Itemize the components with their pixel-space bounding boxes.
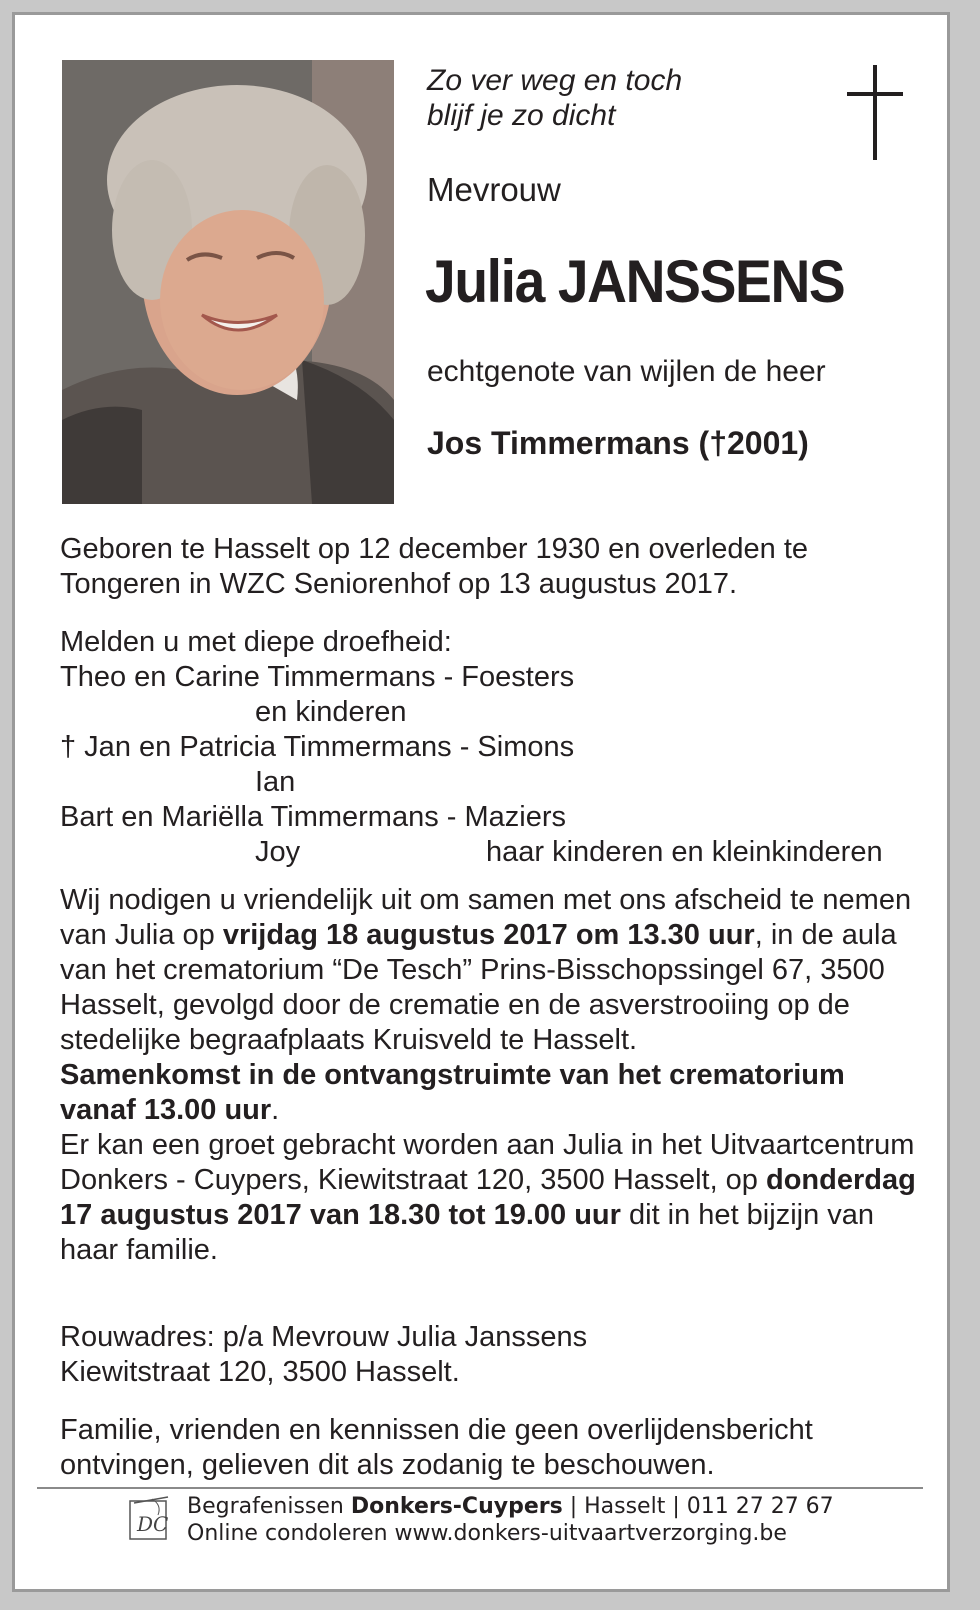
mourning-address: Rouwadres: p/a Mevrouw Julia Janssens Kiewitstraat 120, 3500 Hasselt. [60, 1321, 588, 1388]
ceremony-date: vrijdag 18 augustus 2017 om 13.30 uur [222, 919, 755, 951]
birth-death-sentence: Geboren te Hasselt op 12 december 1930 en overleden te Tongeren in WZC Seniorenhof op 13 augustus 2017. [60, 533, 809, 600]
mourner-family-3: Bart en Mariëlla Timmermans - Maziers [60, 801, 566, 833]
footer-contact: | Hasselt | 011 27 27 67 [562, 1494, 834, 1519]
deceased-name: Julia JANSSENS [425, 248, 845, 315]
obituary-card [12, 12, 950, 1592]
footer-prefix: Begrafenissen [187, 1494, 351, 1519]
funeral-home-name: Donkers-Cuypers [350, 1494, 563, 1519]
cross-icon [845, 65, 905, 165]
birth-death-text [60, 532, 840, 602]
footer-text [187, 1493, 834, 1547]
portrait-photo [62, 60, 394, 504]
mourner-family-1: Theo en Carine Timmermans - Foesters [60, 661, 575, 693]
invite-text-1: Wij nodigen u vriendelijk uit om samen met ons afscheid te nemen van Julia op [60, 884, 912, 951]
footer-line-1 [187, 1493, 834, 1520]
mourner-family-2-kids: Ian [255, 766, 296, 798]
footer-condolence-link[interactable]: Online condoleren www.donkers-uitvaartverzorging.be [187, 1521, 787, 1546]
invite-text-2: , in de aula van het crematorium “De Tesch” Prins-Bisschopssingel 67, 3500 Hasselt, gevolgd door de crematie en de asverstrooiing op de stedelijke begraafplaats Kruisveld te Hasselt. [60, 919, 897, 1056]
mourners-intro: Melden u met diepe droefheid: [60, 626, 452, 658]
portrait-illustration [62, 60, 394, 504]
closing-notice: Familie, vrienden en kennissen die geen overlijdensbericht ontvingen, gelieven dit als zodanig te beschouwen. [60, 1414, 813, 1481]
gathering-period: . [271, 1094, 280, 1126]
gathering-info: Samenkomst in de ontvangstruimte van het crematorium vanaf 13.00 uur [60, 1059, 845, 1126]
invitation-paragraph [60, 883, 920, 1268]
footer-divider [37, 1487, 923, 1489]
invite-text-4: dit in het bijzijn van haar familie. [60, 1199, 875, 1266]
spouse-name: Jos Timmermans (†2001) [427, 425, 809, 461]
grandchildren-line: haar kinderen en kleinkinderen [486, 836, 883, 868]
invite-text-3: Er kan een groet gebracht worden aan Julia in het Uitvaartcentrum Donkers - Cuypers, Kiewitstraat 120, 3500 Hasselt, op [60, 1129, 915, 1196]
spouse-intro: echtgenote van wijlen de heer [427, 355, 826, 388]
mourners-list [60, 625, 920, 870]
mourner-family-1-kids: en kinderen [255, 696, 407, 728]
mourner-family-2: † Jan en Patricia Timmermans - Simons [60, 731, 575, 763]
memorial-quote: Zo ver weg en toch blijf je zo dicht [427, 64, 683, 132]
visitation-date: donderdag 17 augustus 2017 van 18.30 tot 19.00 uur [60, 1164, 916, 1231]
honorific: Mevrouw [427, 171, 561, 208]
logo-monogram: DC [137, 1512, 169, 1536]
mourner-family-3-kids-row [60, 835, 920, 870]
mourner-family-3-kids: Joy [255, 836, 301, 868]
funeral-home-logo-icon [128, 1495, 172, 1543]
